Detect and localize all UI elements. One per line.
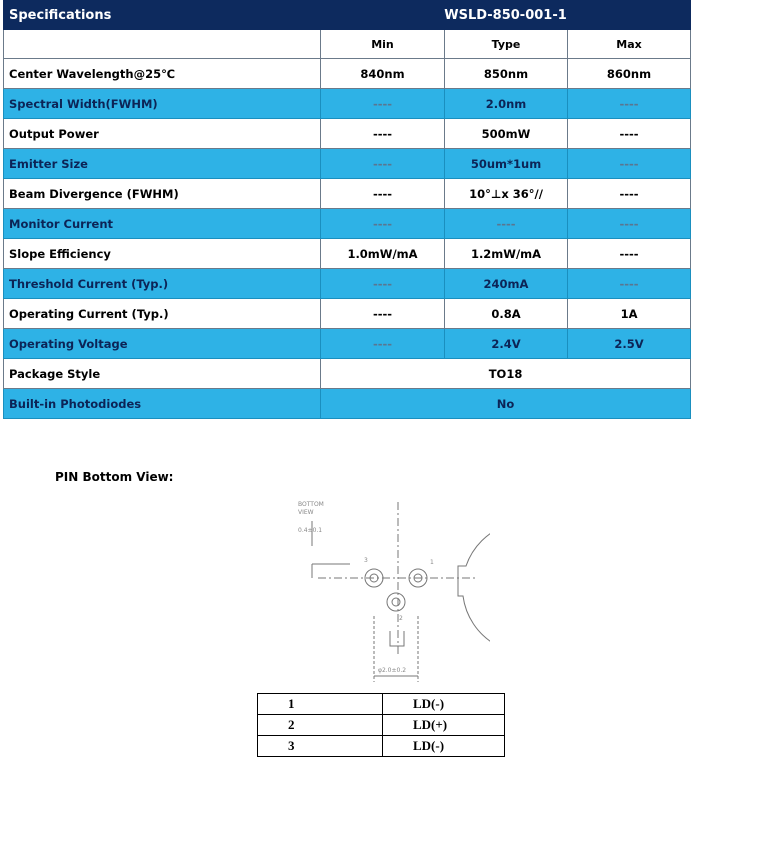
spec-max-value: ---- [568, 239, 691, 269]
spec-param-label: Slope Efficiency [4, 239, 321, 269]
spec-typ-value: 0.8A [445, 299, 568, 329]
spec-min-value: 840nm [321, 59, 445, 89]
spec-param-label: Threshold Current (Typ.) [4, 269, 321, 299]
spec-row [4, 299, 691, 329]
package-row [4, 359, 691, 389]
pin-number-3: 3 [364, 557, 368, 564]
spec-max-value: ---- [568, 269, 691, 299]
dim-bottom-label: φ2.0±0.2 [378, 667, 407, 674]
spec-param-label: Emitter Size [4, 149, 321, 179]
model-number: WSLD-850-001-1 [321, 1, 691, 30]
pin-function-cell: LD(-) [383, 736, 505, 757]
spec-row [4, 59, 691, 89]
pin-row [258, 736, 505, 757]
spec-param-label: Output Power [4, 119, 321, 149]
spec-max-value: ---- [568, 209, 691, 239]
key-tab [390, 631, 404, 646]
spec-typ-value: ---- [445, 209, 568, 239]
spec-row [4, 209, 691, 239]
spec-max-value: 2.5V [568, 329, 691, 359]
spec-typ-value: 1.2mW/mA [445, 239, 568, 269]
spec-min-value: ---- [321, 149, 445, 179]
package-value: TO18 [321, 359, 691, 389]
header-blank [4, 30, 321, 59]
pin-row [258, 694, 505, 715]
spec-row [4, 89, 691, 119]
spec-max-value: 1A [568, 299, 691, 329]
spec-max-value: ---- [568, 89, 691, 119]
spec-row [4, 179, 691, 209]
photodiode-value: No [321, 389, 691, 419]
package-label: Package Style [4, 359, 321, 389]
pin-function-cell: LD(-) [383, 694, 505, 715]
spec-max-value: ---- [568, 179, 691, 209]
spec-param-label: Beam Divergence (FWHM) [4, 179, 321, 209]
col-max: Max [568, 30, 691, 59]
pin-2-inner [392, 598, 400, 606]
pin-number-cell: 2 [258, 715, 383, 736]
pin-section-title: PIN Bottom View: [55, 470, 174, 484]
pin-number-cell: 1 [258, 694, 383, 715]
spec-typ-value: 240mA [445, 269, 568, 299]
spec-param-label: Operating Voltage [4, 329, 321, 359]
view-label-1: BOTTOM [298, 501, 324, 508]
pin-number-1: 1 [430, 559, 434, 566]
spec-row [4, 269, 691, 299]
spec-row [4, 149, 691, 179]
photodiode-row [4, 389, 691, 419]
view-label-2: VIEW [298, 509, 314, 516]
spec-typ-value: 2.4V [445, 329, 568, 359]
col-type: Type [445, 30, 568, 59]
spec-row [4, 329, 691, 359]
spec-min-value: ---- [321, 269, 445, 299]
pin-bottom-view-drawing [290, 496, 490, 686]
spec-row [4, 239, 691, 269]
spec-param-label: Monitor Current [4, 209, 321, 239]
spec-row [4, 119, 691, 149]
spec-typ-value: 10°⊥x 36°// [445, 179, 568, 209]
column-header-row [4, 30, 691, 59]
dim-top-label: 0.4±0.1 [298, 527, 323, 534]
pin-assignment-table [257, 693, 505, 757]
spec-min-value: ---- [321, 179, 445, 209]
spec-min-value: ---- [321, 209, 445, 239]
spec-max-value: ---- [568, 149, 691, 179]
spec-min-value: ---- [321, 89, 445, 119]
spec-typ-value: 2.0nm [445, 89, 568, 119]
spec-min-value: ---- [321, 329, 445, 359]
pin-2-outer [387, 593, 405, 611]
col-min: Min [321, 30, 445, 59]
pin-function-cell: LD(+) [383, 715, 505, 736]
spec-param-label: Center Wavelength@25℃ [4, 59, 321, 89]
specifications-table [3, 0, 691, 419]
spec-min-value: ---- [321, 299, 445, 329]
photodiode-label: Built-in Photodiodes [4, 389, 321, 419]
spec-min-value: 1.0mW/mA [321, 239, 445, 269]
pin-number-2: 2 [399, 615, 403, 622]
spec-typ-value: 50um*1um [445, 149, 568, 179]
spec-typ-value: 850nm [445, 59, 568, 89]
spec-title: Specifications [4, 1, 321, 30]
spec-max-value: ---- [568, 119, 691, 149]
spec-param-label: Spectral Width(FWHM) [4, 89, 321, 119]
spec-title-row [4, 1, 691, 30]
pin-row [258, 715, 505, 736]
spec-typ-value: 500mW [445, 119, 568, 149]
pin-number-cell: 3 [258, 736, 383, 757]
spec-min-value: ---- [321, 119, 445, 149]
package-outline [458, 521, 490, 653]
spec-param-label: Operating Current (Typ.) [4, 299, 321, 329]
spec-max-value: 860nm [568, 59, 691, 89]
